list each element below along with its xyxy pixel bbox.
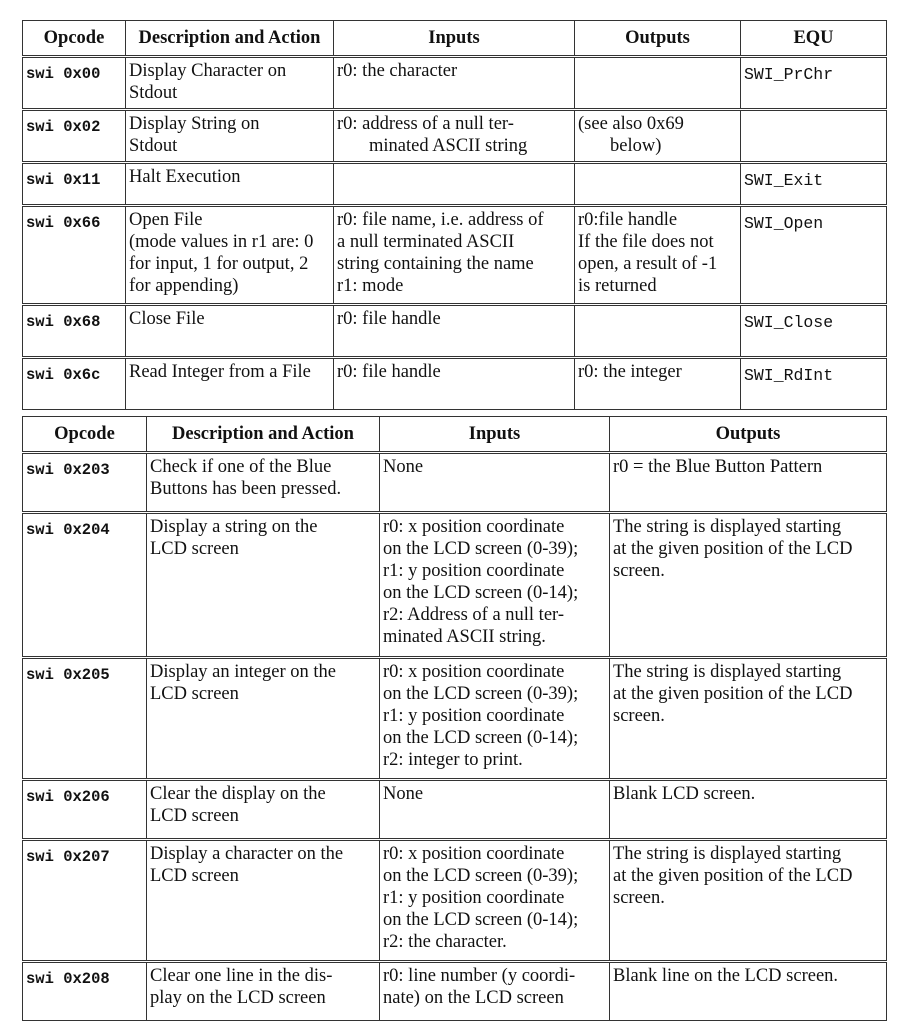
inputs-cell <box>334 206 575 305</box>
table-row <box>23 110 887 163</box>
outputs-line: screen. <box>613 561 665 581</box>
table-row <box>23 206 887 305</box>
inputs-line: on the LCD screen (0-14); <box>383 583 579 603</box>
outputs-line: screen. <box>613 706 665 726</box>
inputs-line: on the LCD screen (0-39); <box>383 539 579 559</box>
table2-header-opcode: Opcode <box>23 417 147 453</box>
outputs-line: open, a result of -1 <box>578 254 718 274</box>
description-cell <box>126 110 334 163</box>
inputs-line: r1: mode <box>337 276 404 296</box>
inputs-line: r0: x position coordinate <box>383 844 565 864</box>
outputs-line: r0: the integer <box>578 362 682 382</box>
outputs-cell <box>610 453 887 513</box>
description-line: Stdout <box>129 136 178 156</box>
description-line: LCD screen <box>150 866 239 886</box>
description-cell <box>147 962 380 1021</box>
outputs-line: screen. <box>613 888 665 908</box>
outputs-line: The string is displayed starting <box>613 844 842 864</box>
description-cell <box>147 780 380 840</box>
description-line: Halt Execution <box>129 167 241 187</box>
equ-cell: SWI_PrChr <box>741 57 887 110</box>
inputs-line: on the LCD screen (0-14); <box>383 910 579 930</box>
description-cell <box>147 513 380 658</box>
opcode-cell: swi 0x208 <box>23 962 147 1021</box>
opcode-cell: swi 0x00 <box>23 57 126 110</box>
description-line: LCD screen <box>150 684 239 704</box>
inputs-line: r0: file name, i.e. address of <box>337 210 544 230</box>
inputs-line: minated ASCII string. <box>383 627 546 647</box>
table-row <box>23 305 887 358</box>
table1-header-inputs: Inputs <box>334 21 575 57</box>
description-line: Display a string on the <box>150 517 318 537</box>
opcode-cell: swi 0x6c <box>23 358 126 410</box>
description-line: play on the LCD screen <box>150 988 326 1008</box>
inputs-line: on the LCD screen (0-39); <box>383 684 579 704</box>
inputs-line: r1: y position coordinate <box>383 706 565 726</box>
table-row <box>23 658 887 780</box>
outputs-cell <box>575 358 741 410</box>
outputs-cell <box>610 780 887 840</box>
inputs-line: r0: address of a null ter- <box>337 114 514 134</box>
description-line: (mode values in r1 are: 0 <box>129 232 314 252</box>
outputs-line: is returned <box>578 276 657 296</box>
equ-cell <box>741 110 887 163</box>
outputs-line: r0:file handle <box>578 210 678 230</box>
inputs-cell <box>334 358 575 410</box>
table2-header-inputs: Inputs <box>380 417 610 453</box>
inputs-cell <box>380 840 610 962</box>
swi-lcd-table <box>22 416 887 1021</box>
opcode-cell: swi 0x203 <box>23 453 147 513</box>
inputs-cell <box>380 780 610 840</box>
outputs-cell <box>575 57 741 110</box>
opcode-cell: swi 0x204 <box>23 513 147 658</box>
opcode-cell: swi 0x207 <box>23 840 147 962</box>
inputs-line: r0: x position coordinate <box>383 662 565 682</box>
table-row <box>23 513 887 658</box>
table1-header-description: Description and Action <box>126 21 334 57</box>
inputs-line: minated ASCII string <box>369 136 528 156</box>
outputs-line: The string is displayed starting <box>613 662 842 682</box>
inputs-line: r0: line number (y coordi- <box>383 966 576 986</box>
inputs-line: None <box>383 784 424 804</box>
inputs-line: string containing the name <box>337 254 534 274</box>
inputs-line: r0: the character <box>337 61 458 81</box>
inputs-line: on the LCD screen (0-39); <box>383 866 579 886</box>
description-line: Display a character on the <box>150 844 344 864</box>
table1-header-outputs: Outputs <box>575 21 741 57</box>
description-line: Buttons has been pressed. <box>150 479 342 499</box>
table1-header-row <box>23 21 887 57</box>
description-line: Display String on <box>129 114 260 134</box>
table-row <box>23 358 887 410</box>
inputs-line: on the LCD screen (0-14); <box>383 728 579 748</box>
inputs-cell <box>334 305 575 358</box>
inputs-cell <box>334 110 575 163</box>
opcode-cell: swi 0x66 <box>23 206 126 305</box>
opcode-cell: swi 0x11 <box>23 163 126 206</box>
table2-header-row <box>23 417 887 453</box>
description-cell <box>147 658 380 780</box>
inputs-cell <box>380 513 610 658</box>
outputs-line: Blank line on the LCD screen. <box>613 966 839 986</box>
outputs-line: (see also 0x69 <box>578 114 684 134</box>
inputs-line: nate) on the LCD screen <box>383 988 564 1008</box>
inputs-line: r2: Address of a null ter- <box>383 605 564 625</box>
description-line: Close File <box>129 309 205 329</box>
description-line: Display Character on <box>129 61 287 81</box>
outputs-line: The string is displayed starting <box>613 517 842 537</box>
description-line: Clear the display on the <box>150 784 326 804</box>
outputs-cell <box>575 110 741 163</box>
description-cell <box>126 305 334 358</box>
outputs-line: r0 = the Blue Button Pattern <box>613 457 823 477</box>
inputs-line: None <box>383 457 424 477</box>
swi-file-io-table <box>22 20 887 410</box>
description-line: LCD screen <box>150 539 239 559</box>
description-line: Clear one line in the dis- <box>150 966 333 986</box>
outputs-line: at the given position of the LCD <box>613 866 853 886</box>
inputs-cell <box>334 163 575 206</box>
description-cell <box>126 206 334 305</box>
equ-cell: SWI_Open <box>741 206 887 305</box>
description-line: Check if one of the Blue <box>150 457 332 477</box>
description-line: Stdout <box>129 83 178 103</box>
table-row <box>23 840 887 962</box>
outputs-line: at the given position of the LCD <box>613 539 853 559</box>
inputs-line: r1: y position coordinate <box>383 561 565 581</box>
outputs-cell <box>575 206 741 305</box>
outputs-cell <box>610 840 887 962</box>
opcode-cell: swi 0x68 <box>23 305 126 358</box>
description-cell <box>126 163 334 206</box>
description-line: for appending) <box>129 276 239 296</box>
inputs-cell <box>380 658 610 780</box>
table1-header-equ: EQU <box>741 21 887 57</box>
table-row <box>23 163 887 206</box>
outputs-line: If the file does not <box>578 232 714 252</box>
outputs-line: below) <box>610 136 662 156</box>
description-line: Open File <box>129 210 203 230</box>
equ-cell: SWI_RdInt <box>741 358 887 410</box>
table-row <box>23 780 887 840</box>
table-row <box>23 57 887 110</box>
description-line: Display an integer on the <box>150 662 336 682</box>
inputs-cell <box>380 962 610 1021</box>
description-line: for input, 1 for output, 2 <box>129 254 309 274</box>
outputs-cell <box>610 658 887 780</box>
outputs-cell <box>610 513 887 658</box>
outputs-cell <box>575 305 741 358</box>
equ-cell: SWI_Exit <box>741 163 887 206</box>
outputs-line: at the given position of the LCD <box>613 684 853 704</box>
opcode-cell: swi 0x205 <box>23 658 147 780</box>
description-line: Read Integer from a File <box>129 362 311 382</box>
outputs-line: Blank LCD screen. <box>613 784 756 804</box>
table2-header-outputs: Outputs <box>610 417 887 453</box>
inputs-line: r2: the character. <box>383 932 507 952</box>
inputs-line: r0: file handle <box>337 362 441 382</box>
inputs-cell <box>334 57 575 110</box>
table-row <box>23 962 887 1021</box>
equ-cell: SWI_Close <box>741 305 887 358</box>
description-line: LCD screen <box>150 806 239 826</box>
inputs-line: r0: file handle <box>337 309 441 329</box>
description-cell <box>126 57 334 110</box>
opcode-cell: swi 0x02 <box>23 110 126 163</box>
inputs-line: r0: x position coordinate <box>383 517 565 537</box>
table2-header-description: Description and Action <box>147 417 380 453</box>
table1-header-opcode: Opcode <box>23 21 126 57</box>
description-cell <box>147 453 380 513</box>
description-cell <box>126 358 334 410</box>
table-row <box>23 453 887 513</box>
inputs-cell <box>380 453 610 513</box>
swi-reference-page <box>22 20 886 1021</box>
inputs-line: r2: integer to print. <box>383 750 523 770</box>
outputs-cell <box>575 163 741 206</box>
inputs-line: r1: y position coordinate <box>383 888 565 908</box>
description-cell <box>147 840 380 962</box>
opcode-cell: swi 0x206 <box>23 780 147 840</box>
outputs-cell <box>610 962 887 1021</box>
inputs-line: a null terminated ASCII <box>337 232 515 252</box>
